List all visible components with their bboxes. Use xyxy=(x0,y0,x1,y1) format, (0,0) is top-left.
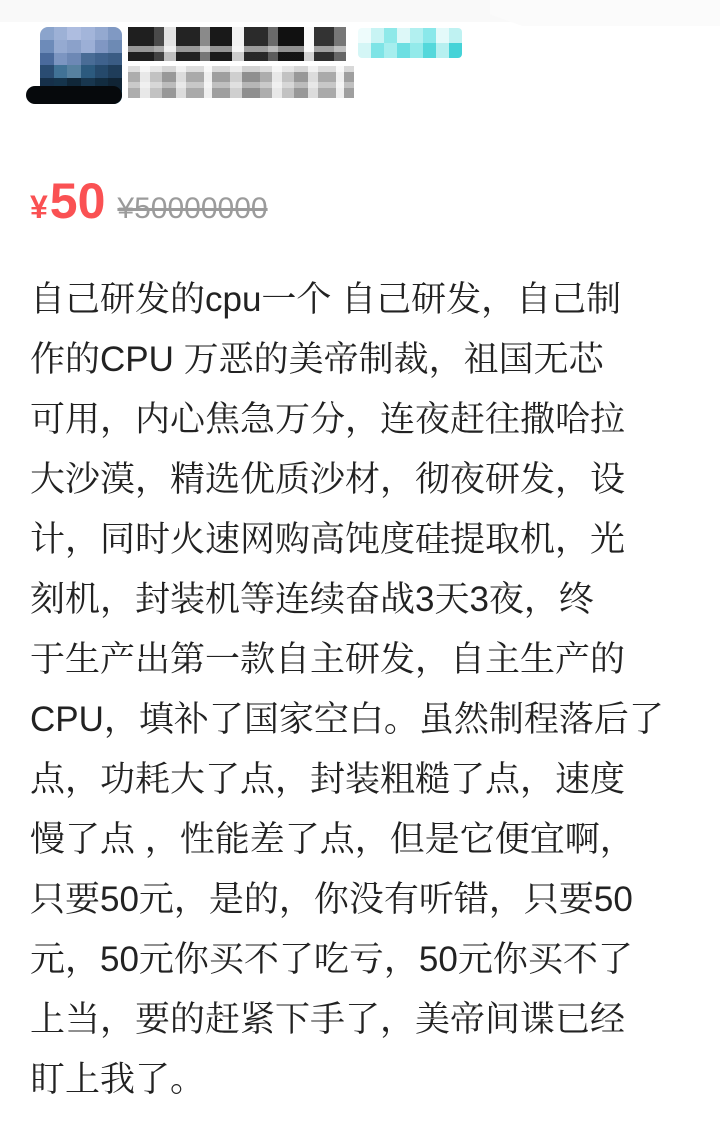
description-line: 自己研发的cpu一个 自己研发，自己制 xyxy=(30,280,622,319)
description-line: 盯上我了。 xyxy=(30,1060,206,1099)
seller-name-redacted[interactable] xyxy=(128,27,346,61)
post-meta-redacted xyxy=(128,66,354,98)
status-bar-remnant-right xyxy=(490,0,720,26)
listing-description xyxy=(30,270,710,1110)
description-line: 于生产出第一款自主研发，自主生产的 xyxy=(30,640,626,679)
description-line: 可用，内心焦急万分，连夜赶往撒哈拉 xyxy=(30,400,626,439)
currency-symbol: ¥ xyxy=(30,189,48,225)
description-line: 只要50元，是的，你没有听错，只要50 xyxy=(30,880,633,919)
description-line: 计，同时火速网购高饨度硅提取机，光 xyxy=(30,520,626,559)
description-line: 上当，要的赶紧下手了，美帝间谍已经 xyxy=(30,1000,626,1039)
description-line: 作的CPU 万恶的美帝制裁，祖国无芯 xyxy=(30,340,604,379)
avatar-dark-blob xyxy=(26,86,122,104)
description-line: 点，功耗大了点，封装粗糙了点，速度 xyxy=(30,760,626,799)
description-line: 刻机，封装机等连续奋战3天3夜，终 xyxy=(30,580,594,619)
seller-credit-badge-redacted[interactable] xyxy=(358,28,462,58)
price-row xyxy=(30,173,268,229)
description-line: 大沙漠，精选优质沙材，彻夜研发，设 xyxy=(30,460,626,499)
price-amount: 50 xyxy=(49,173,106,229)
original-price-strikethrough: ¥50000000 xyxy=(117,192,268,225)
description-line: 慢了点 ，性能差了点，但是它便宜啊， xyxy=(30,820,635,859)
description-line: CPU，填补了国家空白。虽然制程落后了 xyxy=(30,700,664,739)
description-line: 元，50元你买不了吃亏，50元你买不了 xyxy=(30,940,633,979)
